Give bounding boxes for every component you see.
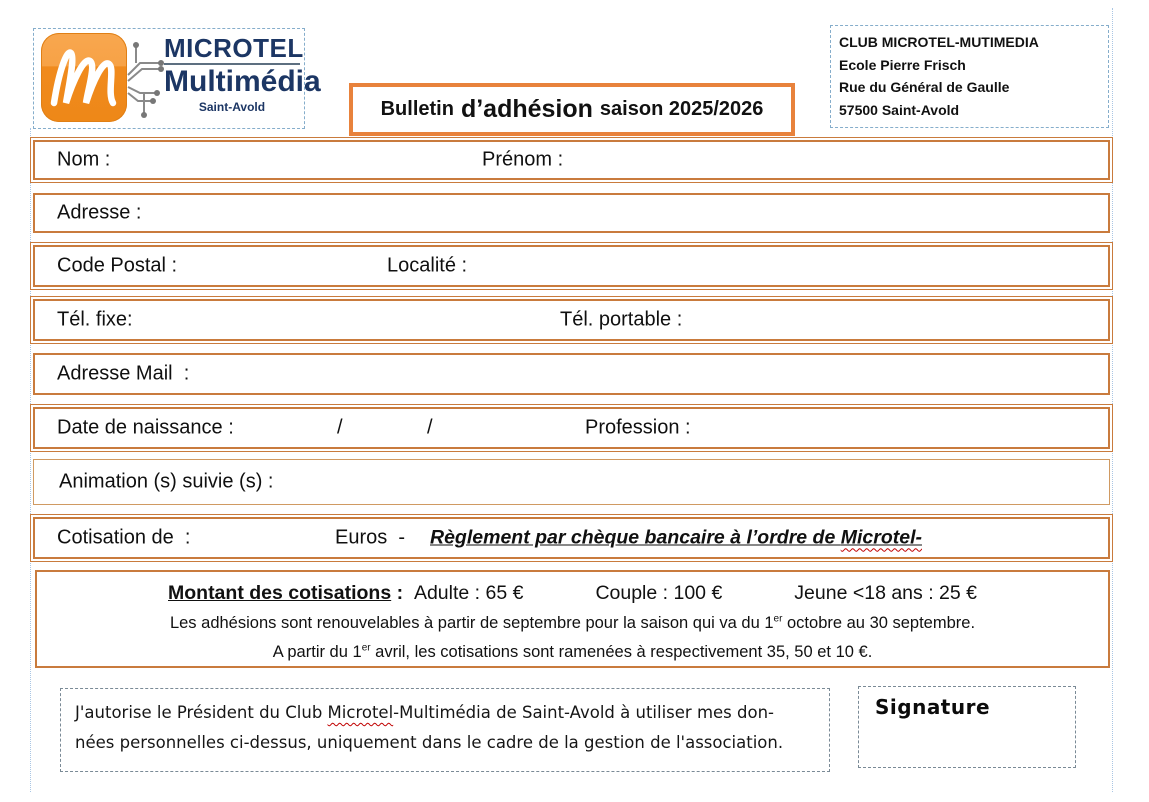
club-city: 57500 Saint-Avold: [839, 102, 960, 119]
consent-box: [60, 688, 830, 772]
label-nom: Nom :: [57, 148, 111, 171]
logo-m-tile: [41, 33, 127, 122]
club-name: CLUB MICROTEL-MUTIMEDIA: [839, 34, 1039, 50]
logo-city: Saint-Avold: [198, 99, 266, 114]
note1-sup: er: [773, 613, 783, 625]
logo-wordmark: [164, 33, 321, 114]
label-date-naissance: Date de naissance :: [57, 416, 234, 439]
field-row-code-postal-localite[interactable]: [33, 245, 1110, 287]
label-cotisation: Cotisation de :: [57, 526, 191, 549]
logo-name-top: MICROTEL: [164, 33, 304, 63]
label-tel-fixe: Tél. fixe:: [57, 308, 133, 331]
field-row-adresse[interactable]: [33, 193, 1110, 233]
label-prenom: Prénom :: [482, 148, 564, 171]
field-row-nom-prenom[interactable]: [33, 140, 1110, 180]
club-street: Rue du Général de Gaulle: [839, 79, 1010, 96]
note1-text: Les adhésions sont renouvelables à partir de septembre pour la saison qui va du 1: [169, 614, 774, 632]
note2-text: A partir du 1: [272, 643, 362, 662]
montant-note-2: [37, 641, 1108, 663]
field-row-naissance-profession[interactable]: [33, 407, 1110, 449]
price-jeune: Jeune <18 ans : 25 €: [794, 582, 977, 604]
montant-heading-colon: :: [391, 582, 414, 604]
label-adresse: Adresse :: [57, 201, 142, 224]
title-part2: d’adhésion: [460, 95, 593, 123]
label-adresse-mail: Adresse Mail :: [57, 362, 190, 385]
note1-text-end: octobre au 30 septembre.: [782, 614, 976, 632]
montant-line-prices: [37, 582, 1108, 605]
field-row-telephones[interactable]: [33, 299, 1110, 341]
title-season: saison 2025/2026: [599, 98, 764, 120]
signature-label: Signature: [875, 695, 991, 719]
price-adulte: Adulte : 65 €: [413, 582, 524, 604]
note2-sup: er: [361, 642, 371, 654]
montant-note-1: [37, 612, 1108, 634]
date-slash-2: /: [427, 416, 433, 439]
consent-line-1: [75, 698, 815, 728]
note2-text-end: avril, les cotisations sont ramenées à respectivement 35, 50 et 10 €.: [370, 643, 873, 662]
date-slash-1: /: [337, 416, 343, 439]
field-row-adresse-mail[interactable]: [33, 353, 1110, 395]
price-couple: Couple : 100 €: [595, 582, 723, 604]
label-localite: Localité :: [387, 254, 468, 277]
label-animations: Animation (s) suivie (s) :: [59, 470, 274, 493]
field-row-animations[interactable]: [33, 459, 1110, 505]
consent-text-cont: -Multimédia de Saint-Avold à utiliser mes don-: [393, 703, 774, 722]
logo-m-monogram-icon: [41, 33, 127, 122]
title-part1: Bulletin: [380, 98, 454, 120]
club-logo: [33, 28, 321, 129]
label-code-postal: Code Postal :: [57, 254, 178, 277]
logo-name-bottom: Multimédia: [164, 65, 321, 99]
signature-box[interactable]: [858, 686, 1076, 768]
montant-heading: Montant des cotisations: [168, 582, 392, 604]
label-euros: Euros -: [335, 526, 406, 549]
form-title: [349, 83, 795, 136]
reglement-microtel: Microtel-: [840, 526, 922, 549]
club-school: Ecole Pierre Frisch: [839, 56, 966, 73]
label-tel-portable: Tél. portable :: [560, 308, 683, 331]
consent-text: J'autorise le Président du Club: [75, 703, 328, 722]
label-profession: Profession :: [585, 416, 691, 439]
field-row-cotisation[interactable]: [33, 517, 1110, 559]
text-boundary-guide-right: [1112, 8, 1113, 792]
club-address-box: [830, 25, 1109, 128]
reglement-text: Règlement par chèque bancaire à l’ordre de: [430, 526, 841, 549]
consent-microtel: Microtel: [327, 703, 394, 722]
consent-line-2: nées personnelles ci-dessus, uniquement dans le cadre de la gestion de l'association.: [75, 732, 784, 752]
reglement-note: [430, 527, 922, 550]
circuit-traces-icon: [126, 37, 166, 123]
text-boundary-guide-left: [30, 128, 31, 792]
montant-cotisations-box: [35, 570, 1110, 668]
